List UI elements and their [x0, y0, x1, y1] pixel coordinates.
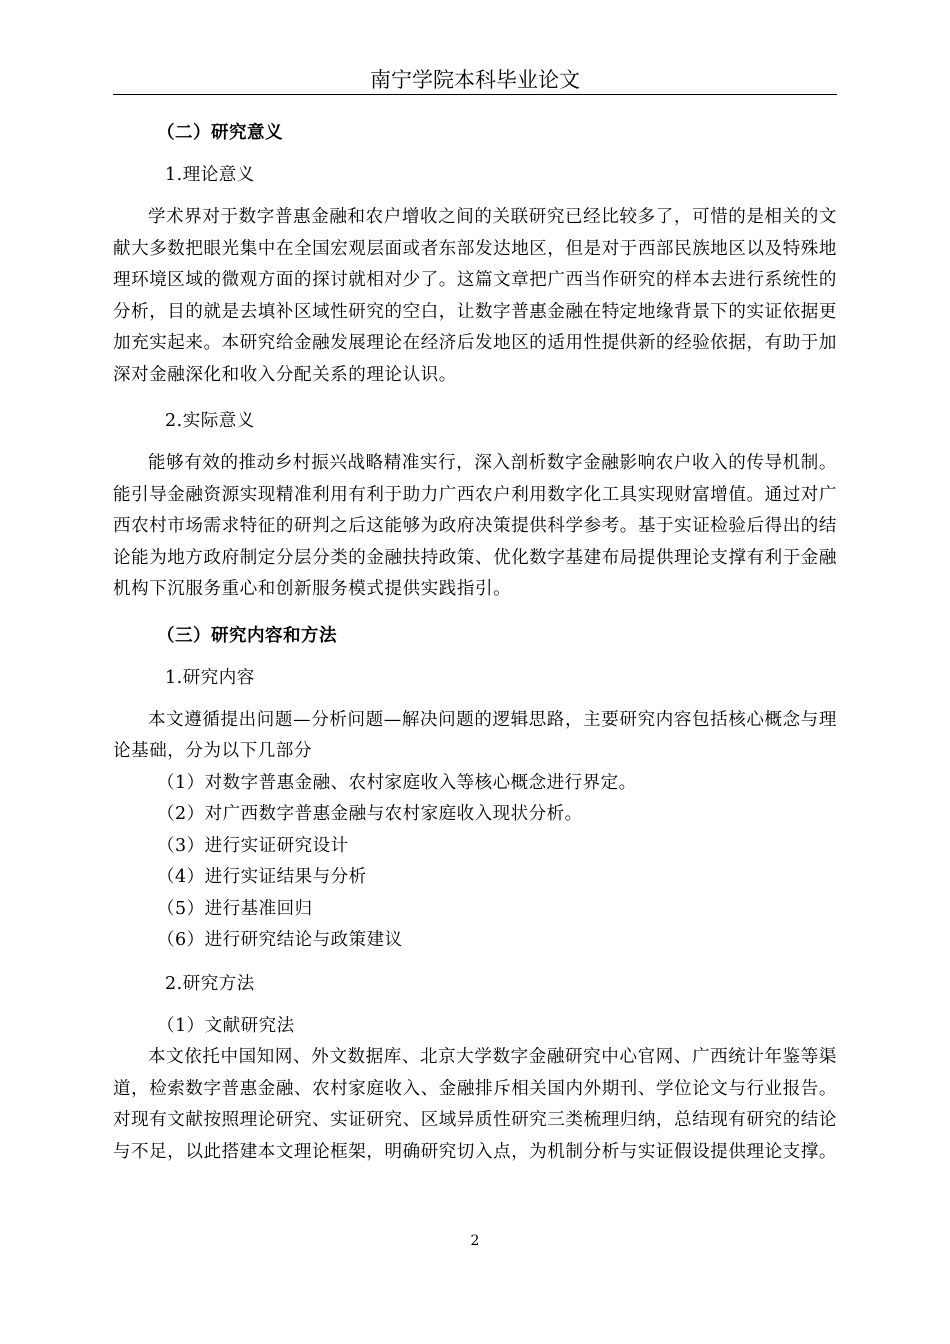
document-body — [113, 118, 837, 1168]
subheading-literature-method: （1）文献研究法 — [157, 1015, 295, 1036]
paragraph-practical-significance: 能够有效的推动乡村振兴战略精准实行，深入剖析数字金融影响农户收入的传导机制。能引导金融资源实现精准利用有利于助力广西农户利用数字化工具实现财富增值。通过对广西农村市场需求特征的研判之后这能够为政府决策提供科学参考。基于实证检验后得出的结论能为地方政府制定分层分类的金融扶持政策、优化数字基建布局提供理论支撑有利于金融机构下沉服务重心和创新服务模式提供实践指引。 — [113, 453, 837, 599]
subheading-research-content: 1.研究内容 — [165, 667, 255, 688]
paragraph-theory-significance: 学术界对于数字普惠金融和农户增收之间的关联研究已经比较多了，可惜的是相关的文献大多数把眼光集中在全国宏观层面或者东部发达地区，但是对于西部民族地区以及特殊地理环境区域的微观方面的探讨就相对少了。这篇文章把广西当作研究的样本去进行系统性的分析，目的就是去填补区域性研究的空白，让数字普惠金融在特定地缘背景下的实证依据更加充实起来。本研究给金融发展理论在经济后发地区的适用性提供新的经验依据，有助于加深对金融深化和收入分配关系的理论认识。 — [113, 207, 837, 385]
section-heading-significance: （二）研究意义 — [157, 123, 283, 143]
header-divider — [113, 94, 837, 95]
list-item: （2）对广西数字普惠金融与农村家庭收入现状分析。 — [157, 804, 583, 824]
page-number: 2 — [470, 1233, 480, 1249]
subheading-theory-significance: 1.理论意义 — [165, 165, 255, 185]
list-item: （3）进行实证研究设计 — [157, 835, 349, 856]
paragraph-literature-method: 本文依托中国知网、外文数据库、北京大学数字金融研究中心官网、广西统计年鉴等渠道，检索数字普惠金融、农村家庭收入、金融排斥相关国内外期刊、学位论文与行业报告。对现有文献按照理论研究、实证研究、区域异质性研究三类梳理归纳，总结现有研究的结论与不足，以此搭建本文理论框架，明确研究切入点，为机制分析与实证假设提供理论支撑。 — [113, 1047, 837, 1162]
list-item: （4）进行实证结果与分析 — [157, 867, 367, 887]
list-item: （5）进行基准回归 — [157, 898, 313, 919]
subheading-practical-significance: 2.实际意义 — [165, 411, 255, 431]
subheading-research-methods: 2.研究方法 — [165, 973, 255, 994]
section-heading-content-methods: （三）研究内容和方法 — [157, 625, 337, 646]
list-item: （1）对数字普惠金融、农村家庭收入等核心概念进行界定。 — [157, 772, 637, 793]
list-item: （6）进行研究结论与政策建议 — [157, 930, 403, 950]
page-header-title: 南宁学院本科毕业论文 — [370, 68, 580, 92]
paragraph-research-content-intro: 本文遵循提出问题—分析问题—解决问题的逻辑思路，主要研究内容包括核心概念与理论基础，分为以下几部分 — [113, 709, 837, 761]
